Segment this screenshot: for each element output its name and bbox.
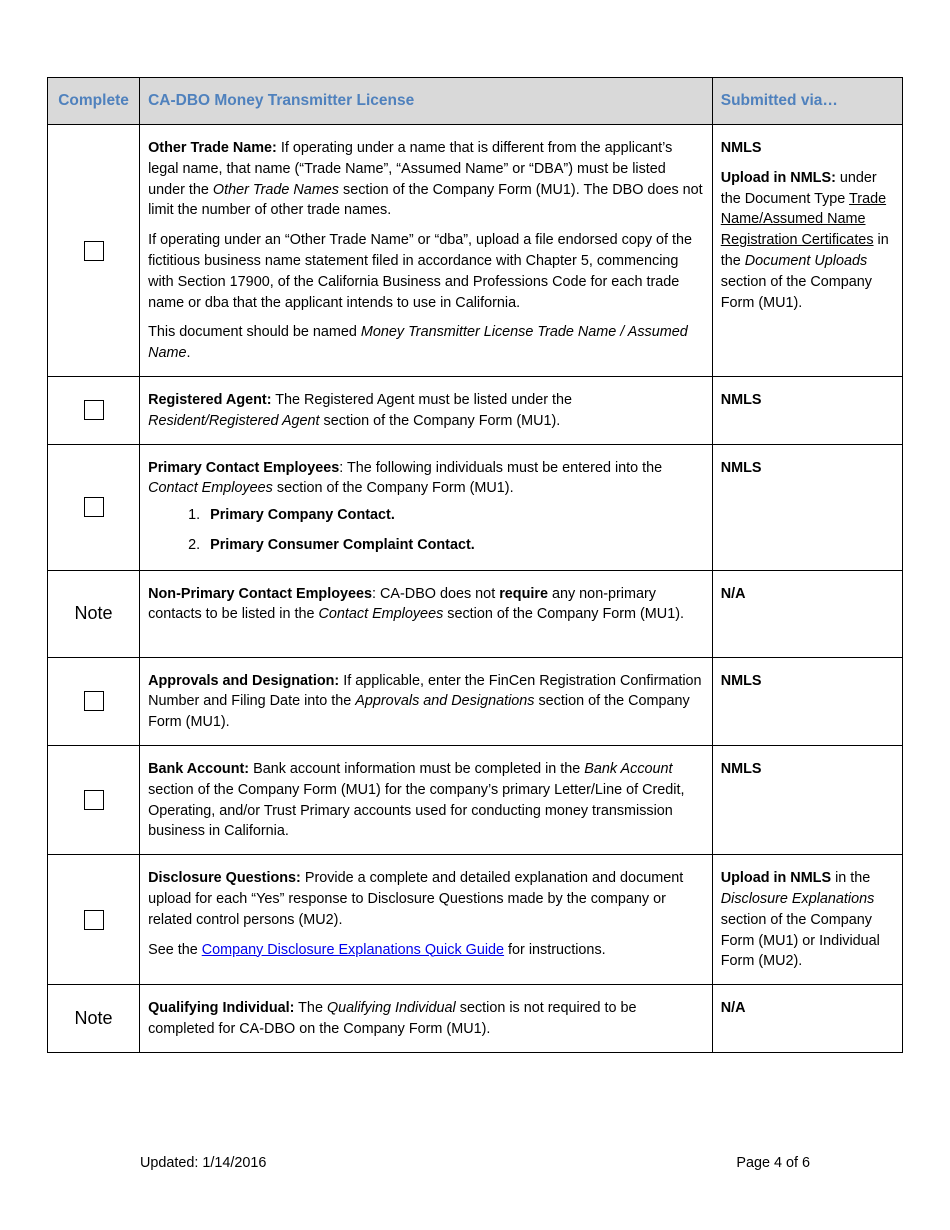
- requirement-text: Non-Primary Contact Employees: CA-DBO does not require any non-primary contacts to be listed in the Contact Employees section of the Company Form (MU1).: [148, 585, 684, 623]
- requirement-text: Registered Agent: The Registered Agent must be listed under the Resident/Registered Agent section of the Company Form (MU1).: [148, 392, 573, 429]
- status-cell: [48, 855, 140, 985]
- requirement-text: Approvals and Designation: If applicable, enter the FinCen Registration Confirmation Number and Filing Date into the Approvals and Designations section of the Company Form (MU1).: [148, 672, 702, 731]
- requirement-cell: [140, 444, 713, 570]
- row-non-primary-contact-employees: [48, 570, 903, 657]
- row-bank-account: [48, 745, 903, 854]
- requirement-cell: [140, 570, 713, 657]
- requirements-checklist-table: [47, 77, 903, 1053]
- row-approvals-and-designation: [48, 657, 903, 745]
- required-contacts-list: [148, 505, 704, 556]
- submitted-via-cell: [712, 570, 902, 657]
- submitted-via-instructions: Upload in NMLS in the Disclosure Explanations section of the Company Form (MU1) or Individual Form (MU2).: [720, 870, 880, 970]
- list-item: 2. Primary Consumer Complaint Contact.: [204, 535, 704, 556]
- status-cell: [48, 985, 140, 1053]
- submitted-via-instructions: Upload in NMLS: under the Document Type Trade Name/Assumed Name Registration Certificates in the Document Uploads section of the Company Form (MU1).: [720, 169, 889, 311]
- requirement-cell: [140, 377, 713, 445]
- requirement-cell: [140, 745, 713, 854]
- requirement-text: Primary Contact Employees: The following individuals must be entered into the Contact Employees section of the Company Form (MU1).: [148, 459, 663, 497]
- requirement-text: Other Trade Name: If operating under a name that is different from the applicant’s legal name, that name (“Trade Name”, “Assumed Name” or “DBA”) must be listed under the Other Trade Names section of the Company Form (MU1). The DBO does not limit the number of other trade names.: [148, 140, 703, 219]
- checkbox-registered-agent[interactable]: [84, 400, 104, 420]
- requirement-cell: [140, 125, 713, 377]
- status-cell: [48, 377, 140, 445]
- checkbox-other-trade-name[interactable]: [84, 241, 104, 261]
- row-other-trade-name: [48, 125, 903, 377]
- checkbox-approvals-and-designation[interactable]: [84, 691, 104, 711]
- note-label: Note: [74, 603, 113, 624]
- submitted-via-cell: [712, 377, 902, 445]
- row-qualifying-individual: [48, 985, 903, 1053]
- submitted-via-method: NMLS: [720, 760, 762, 777]
- list-item: 1. Primary Company Contact.: [204, 505, 704, 526]
- requirement-text: Bank Account: Bank account information must be completed in the Bank Account section of the Company Form (MU1) for the company’s primary Letter/Line of Credit, Operating, and/or Trust Primary accounts used for conducting money transmission business in California.: [148, 760, 685, 840]
- requirement-cell: [140, 855, 713, 985]
- checkbox-primary-contact-employees[interactable]: [84, 497, 104, 517]
- submitted-via-cell: [712, 444, 902, 570]
- header-submitted-via: Submitted via…: [712, 78, 902, 125]
- row-disclosure-questions: [48, 855, 903, 985]
- status-cell: [48, 570, 140, 657]
- submitted-via-method: NMLS: [720, 672, 762, 689]
- checkbox-bank-account[interactable]: [84, 790, 104, 810]
- submitted-via-cell: [712, 657, 902, 745]
- status-cell: [48, 444, 140, 570]
- requirement-text: This document should be named Money Transmitter License Trade Name / Assumed Name.: [148, 324, 688, 362]
- submitted-via-cell: [712, 855, 902, 985]
- submitted-via-method: NMLS: [720, 459, 762, 476]
- row-primary-contact-employees: [48, 444, 903, 570]
- submitted-via-cell: [712, 745, 902, 854]
- requirement-text: Disclosure Questions: Provide a complete and detailed explanation and document upload for each “Yes” response to Disclosure Questions made by the company or related control persons (MU2).: [148, 870, 684, 928]
- submitted-via-method: NMLS: [720, 140, 762, 156]
- status-cell: [48, 657, 140, 745]
- disclosure-quick-guide-link[interactable]: Company Disclosure Explanations Quick Guide: [201, 941, 505, 958]
- row-registered-agent: [48, 377, 903, 445]
- checkbox-disclosure-questions[interactable]: [84, 910, 104, 930]
- header-requirement: CA-DBO Money Transmitter License: [140, 78, 713, 125]
- header-complete: Complete: [48, 78, 140, 125]
- requirement-text: Qualifying Individual: The Qualifying Individual section is not required to be completed for CA-DBO on the Company Form (MU1).: [148, 1000, 637, 1037]
- status-cell: [48, 745, 140, 854]
- footer-page-number: Page 4 of 6: [736, 1155, 810, 1171]
- submitted-via-method: N/A: [720, 585, 746, 602]
- requirement-cell: [140, 657, 713, 745]
- requirement-text: If operating under an “Other Trade Name” or “dba”, upload a file endorsed copy of the fictitious business name statement filed in accordance with Chapter 5, commencing with Section 17900, of the California Business and Professions Code for each trade name or dba that the applicant intends to use in California.: [148, 232, 693, 311]
- requirement-text: See the Company Disclosure Explanations Quick Guide for instructions.: [148, 941, 606, 958]
- submitted-via-method: NMLS: [720, 392, 762, 408]
- submitted-via-method: N/A: [720, 1000, 746, 1017]
- header-row: [48, 78, 903, 125]
- submitted-via-cell: [712, 985, 902, 1053]
- requirement-cell: [140, 985, 713, 1053]
- footer-updated-date: Updated: 1/14/2016: [140, 1155, 267, 1171]
- note-label: Note: [74, 1007, 113, 1028]
- status-cell: [48, 125, 140, 377]
- document-type-name: Trade Name/Assumed Name Registration Certificates: [720, 190, 887, 249]
- submitted-via-cell: [712, 125, 902, 377]
